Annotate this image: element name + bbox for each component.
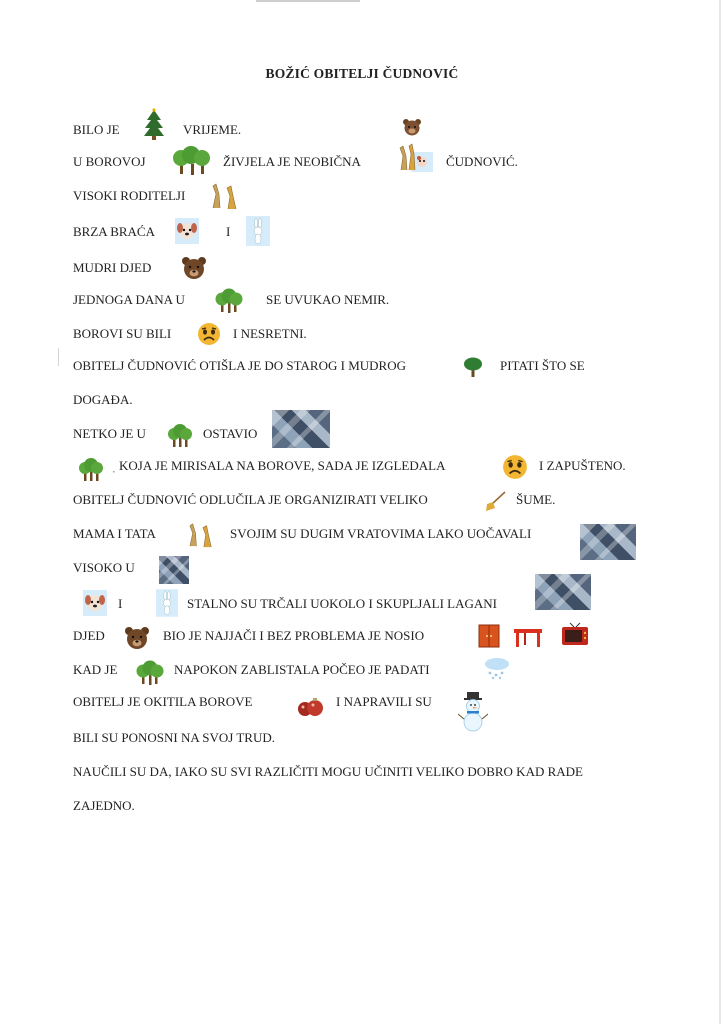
ornaments-icon [295, 696, 325, 718]
bear-icon [124, 626, 150, 650]
story-text: ČUDNOVIĆ. [446, 154, 518, 169]
giraffes-icon [208, 182, 244, 210]
tree-icon [463, 356, 483, 378]
story-text: BILI SU PONOSNI NA SVOJ TRUD. [73, 730, 276, 745]
rabbit-icon [156, 588, 178, 618]
sad-face-icon [502, 454, 528, 480]
story-text: I NAPRAVILI SU [336, 694, 432, 709]
story-text: VISOKI RODITELJI [73, 188, 186, 203]
broom-icon [483, 490, 507, 512]
story-text: DOGAĐA. [73, 392, 133, 407]
wardrobe-icon [478, 624, 500, 648]
story-text: MAMA I TATA [73, 526, 156, 541]
story-text: STALNO SU TRČALI UOKOLO I SKUPLJALI LAGANI [187, 596, 497, 611]
snowman-icon [458, 692, 488, 732]
rabbit-icon [246, 216, 270, 246]
story-text: ZAJEDNO. [73, 798, 135, 813]
story-text: KOJA JE MIRISALA NA BOROVE, SADA JE IZGLEDALA [119, 458, 446, 473]
trash-photo [535, 574, 591, 610]
story-text: I [226, 224, 231, 239]
scan-edge-top [256, 0, 360, 2]
story-text: VRIJEME. [183, 122, 242, 137]
story-text: BOROVI SU BILI [73, 326, 172, 341]
story-text: PITATI ŠTO SE [500, 358, 585, 373]
story-text: U BOROVOJ [73, 154, 146, 169]
page-title: BOŽIĆ OBITELJI ČUDNOVIĆ [265, 66, 459, 81]
story-text: OBITELJ ČUDNOVIĆ OTIŠLA JE DO STAROG I MUDROG [73, 358, 406, 373]
christmas-tree-icon [143, 108, 165, 140]
story-text: OSTAVIO [203, 426, 258, 441]
dog-icon [175, 218, 199, 244]
story-text: JEDNOGA DANA U [73, 292, 185, 307]
story-text: OBITELJ ČUDNOVIĆ ODLUČILA JE ORGANIZIRATI VELIKO [73, 492, 428, 507]
story-text: OBITELJ JE OKITILA BOROVE [73, 694, 253, 709]
story-text: BRZA BRAĆA [73, 224, 155, 239]
forest-icon [76, 458, 104, 482]
forest-icon [165, 424, 193, 448]
forest-icon [171, 146, 211, 176]
trash-photo [272, 410, 330, 448]
scan-edge-right [719, 0, 721, 1024]
story-text: ŠUME. [516, 492, 556, 507]
bear-icon [181, 256, 207, 280]
story-text: SE UVUKAO NEMIR. [266, 292, 390, 307]
story-text: ŽIVJELA JE NEOBIČNA [223, 154, 361, 169]
trash-photo [580, 524, 636, 560]
story-text: MUDRI DJED [73, 260, 152, 275]
sad-face-icon [197, 322, 221, 346]
tv-icon [561, 622, 589, 648]
dog-icon [83, 590, 107, 616]
tree-photo [159, 556, 189, 584]
table-icon [513, 626, 543, 648]
story-text: KAD JE [73, 662, 118, 677]
story-text: DJED [73, 628, 105, 643]
giraffes-icon [395, 142, 435, 172]
story-text: BIO JE NAJJAČI I BEZ PROBLEMA JE NOSIO [163, 628, 425, 643]
forest-icon [213, 288, 243, 314]
giraffes-icon [185, 522, 219, 548]
story-text: NETKO JE U [73, 426, 146, 441]
forest-icon [134, 660, 164, 686]
story-text: VISOKO U [73, 560, 135, 575]
story-text: , [113, 466, 115, 474]
story-text: I NESRETNI. [233, 326, 307, 341]
story-text: BILO JE [73, 122, 120, 137]
story-text: NAPOKON ZABLISTALA POČEO JE PADATI [174, 662, 430, 677]
story-text: I ZAPUŠTENO. [539, 458, 626, 473]
snow-cloud-icon [483, 656, 511, 680]
story-text: SVOJIM SU DUGIM VRATOVIMA LAKO UOČAVALI [230, 526, 532, 541]
bear-icon [402, 118, 422, 136]
scan-mark-left [58, 348, 59, 366]
story-text: NAUČILI SU DA, IAKO SU SVI RAZLIČITI MOGU UČINITI VELIKO DOBRO KAD RADE [73, 764, 583, 779]
story-text: I [118, 596, 123, 611]
